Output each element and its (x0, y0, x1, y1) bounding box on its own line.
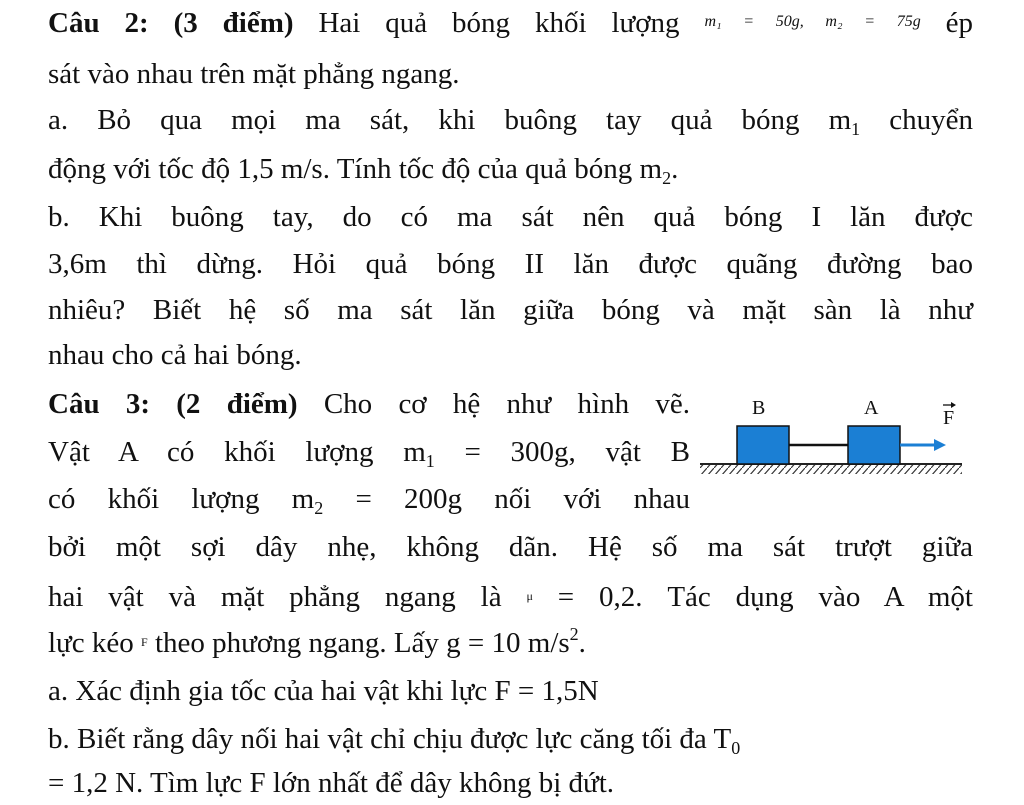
mechanics-figure (700, 388, 965, 498)
q2-line-5: b. Khi buông tay, do có ma sát nên quả bóng I lăn được (48, 201, 973, 233)
ground-hatching (700, 464, 962, 474)
q3-line-3: có khối lượng $m_2 = 200g$ nối với nhau (48, 483, 690, 518)
q3-line-8: b. Biết rằng dây nối hai vật chỉ chịu được lực căng tối đa $T_0$ (48, 723, 741, 758)
q2-line-8: nhau cho cả hai bóng. (48, 339, 302, 371)
q2-line-2: sát vào nhau trên mặt phẳng ngang. (48, 58, 460, 90)
q3-line-9: = 1,2 N. Tìm lực F lớn nhất để dây không bị đứt. (48, 767, 615, 799)
q3-line-5: hai vật và mặt phẳng ngang là $^\mu$ = 0,2. Tác dụng vào A một (48, 581, 973, 613)
q3-line-2: Vật A có khối lượng $m_1 = 300g$, vật B (48, 436, 690, 471)
q2-mass-formula: m₁ = 50g, m₂ = 75g (704, 13, 921, 30)
q2-heading: Câu 2: (3 điểm) (48, 7, 294, 39)
q3-heading: Câu 3: (2 điểm) (48, 388, 298, 420)
block-a (848, 426, 900, 464)
mu-symbol: μ (526, 589, 533, 603)
q3-line-1: Câu 3: (2 điểm) Cho cơ hệ như hình vẽ. (48, 388, 690, 420)
block-b (737, 426, 789, 464)
label-f: F (943, 407, 955, 429)
q2-line-6: 3,6m thì dừng. Hỏi quả bóng II lăn được quãng đường bao (48, 248, 973, 280)
q2-line-7: nhiêu? Biết hệ số ma sát lăn giữa bóng và mặt sàn là như (48, 294, 973, 326)
q3-line-6: lực kéo $^F$ theo phương ngang. Lấy g = 10 $m/s^2$. (48, 624, 586, 659)
q2-line-1: Câu 2: (3 điểm) Hai quả bóng khối lượng $^{m_1 = 50g, m_2 = 75g}$ ép (48, 7, 973, 39)
q3-line-7: a. Xác định gia tốc của hai vật khi lực F = 1,5N (48, 675, 599, 707)
force-arrow-head (934, 439, 946, 451)
label-a: A (864, 397, 879, 419)
force-symbol: F (141, 635, 148, 649)
q3-line-4: bởi một sợi dây nhẹ, không dãn. Hệ số ma sát trượt giữa (48, 531, 973, 563)
q2-line-4: động với tốc độ 1,5 m/s. Tính tốc độ của quả bóng $m_2$. (48, 153, 679, 188)
q2-line-3: a. Bỏ qua mọi ma sát, khi buông tay quả bóng $m_1$ chuyển (48, 104, 973, 139)
label-b: B (752, 397, 766, 419)
